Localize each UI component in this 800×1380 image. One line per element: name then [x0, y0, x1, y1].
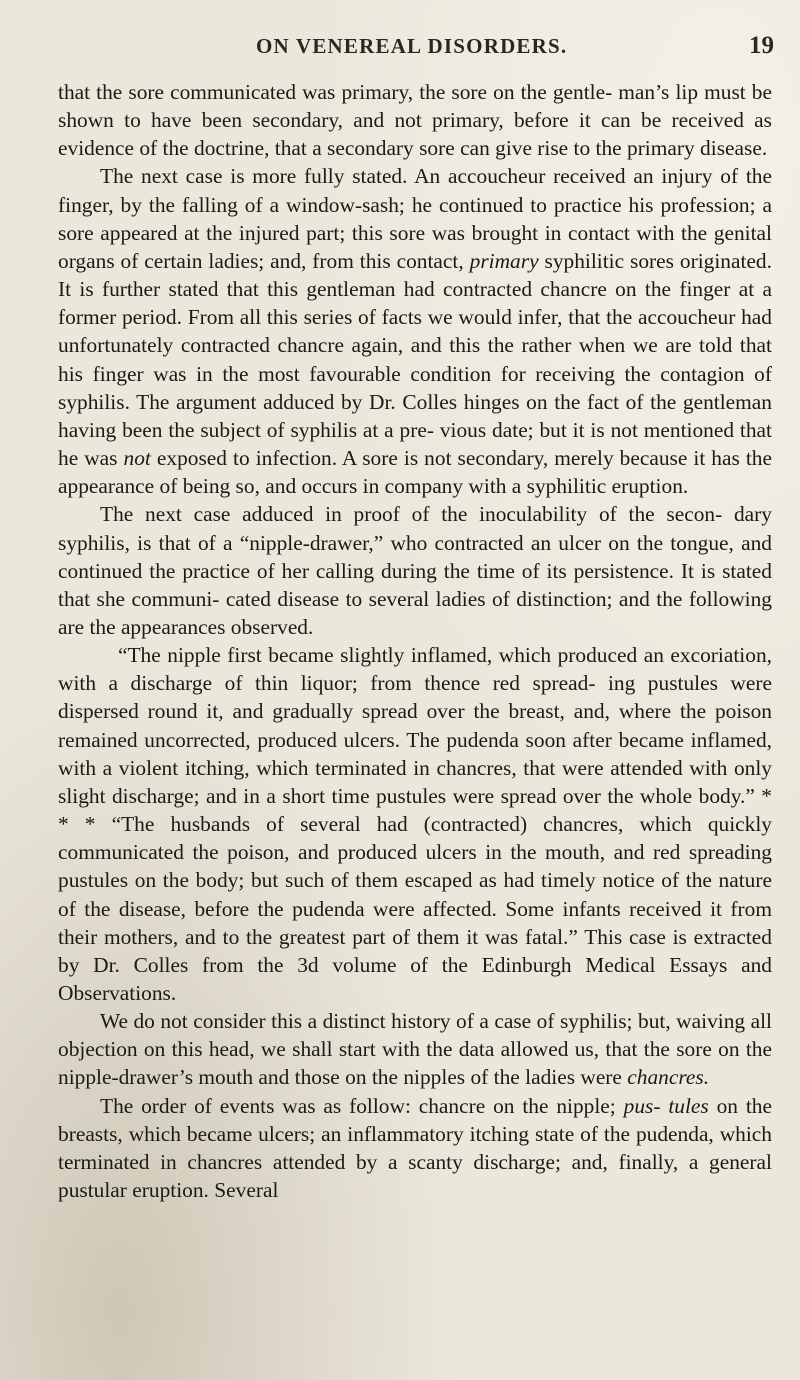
- running-title: ON VENEREAL DISORDERS.: [256, 34, 568, 58]
- text-run: on the breasts, which became ulcers; an inflammatory itching state of the pudenda, which terminated in chancres attended by a scanty discharge; and, finally, a general pustular eruption. Several: [58, 1093, 772, 1203]
- text-run: “The nipple first became slightly inflamed, which produced an excoriation, with a discharge of thin liquor; from thence red spread- ing pustules were dispersed round it, and gradually spread over the breast, and, where the poison remained uncorrected, produced ulcers. The pudenda soon after became inflamed, with a violent itching, which terminated in chancres, that were attended with only slight discharge; and in a short time pustules were spread over the whole body.” * * * “The husbands of several had (contracted) chancres, which quickly communicated the poison, and produced ulcers in the mouth, and red spreading pustules on the body; but such of them escaped as had timely notice of the nature of the disease, before the pudenda were affected. Some infants received it from their mothers, and to the greatest part of them it was fatal.” This case is extracted by Dr. Colles from the 3d volume of the Edinburgh Medical Essays and Observations.: [58, 643, 772, 1005]
- paragraph-nipple-drawer-case: [58, 500, 772, 641]
- paragraph-continuation: [58, 78, 772, 162]
- paragraph-objection: [58, 1007, 772, 1091]
- paragraph-quoted-appearances: [58, 641, 772, 1007]
- italic-run: primary: [469, 248, 539, 273]
- italic-run: chancres.: [627, 1065, 710, 1090]
- running-head: [60, 34, 780, 64]
- text-run: syphilitic sores originated. It is further stated that this gentleman had contracted chancre on the finger at a former period. From all this series of facts we would infer, that the accoucheur had unfortunately contracted chancre again, and this the rather when we are told that his finger was in the most favourable condition for receiving the contagion of syphilis. The argument adduced by Dr. Colles hinges on the fact of the gentleman having been the subject of syphilis at a pre- vious date; but it is not mentioned that he was: [58, 248, 772, 471]
- text-run: exposed to infection. A sore is not secondary, merely because it has the appearance of being so, and occurs in company with a syphilitic eruption.: [58, 446, 772, 499]
- text-run: that the sore communicated was primary, the sore on the gentle- man’s lip must be shown to have been secondary, and not primary, before it can be received as evidence of the doctrine, that a secondary sore can give rise to the primary disease.: [58, 80, 772, 161]
- paragraph-order-of-events: [58, 1092, 772, 1205]
- text-run: The next case is more fully stated. An accoucheur received an injury of the finger, by the falling of a window-sash; he continued to practice his profession; a sore appeared at the injured part; this sore was brought in contact with the genital organs of certain ladies; and, from this contact,: [58, 164, 772, 273]
- page-number: 19: [749, 32, 774, 59]
- body-text: [58, 78, 772, 1204]
- paragraph-accoucheur-case: [58, 162, 772, 500]
- italic-run: not: [123, 446, 151, 471]
- text-run: The order of events was as follow: chancre on the nipple;: [100, 1093, 616, 1118]
- text-run: The next case adduced in proof of the inoculability of the secon- dary syphilis, is that of a “nipple-drawer,” who contracted an ulcer on the tongue, and continued the practice of her calling during the time of its persistence. It is stated that she communi- cated disease to several ladies of distinction; and the following are the appearances observed.: [58, 502, 772, 639]
- text-run: We do not consider this a distinct history of a case of syphilis; but, waiving all objection on this head, we shall start with the data allowed us, that the sore on the nipple-drawer’s mouth and those on the nipples of the ladies were: [58, 1009, 772, 1090]
- italic-run: pus- tules: [623, 1093, 709, 1118]
